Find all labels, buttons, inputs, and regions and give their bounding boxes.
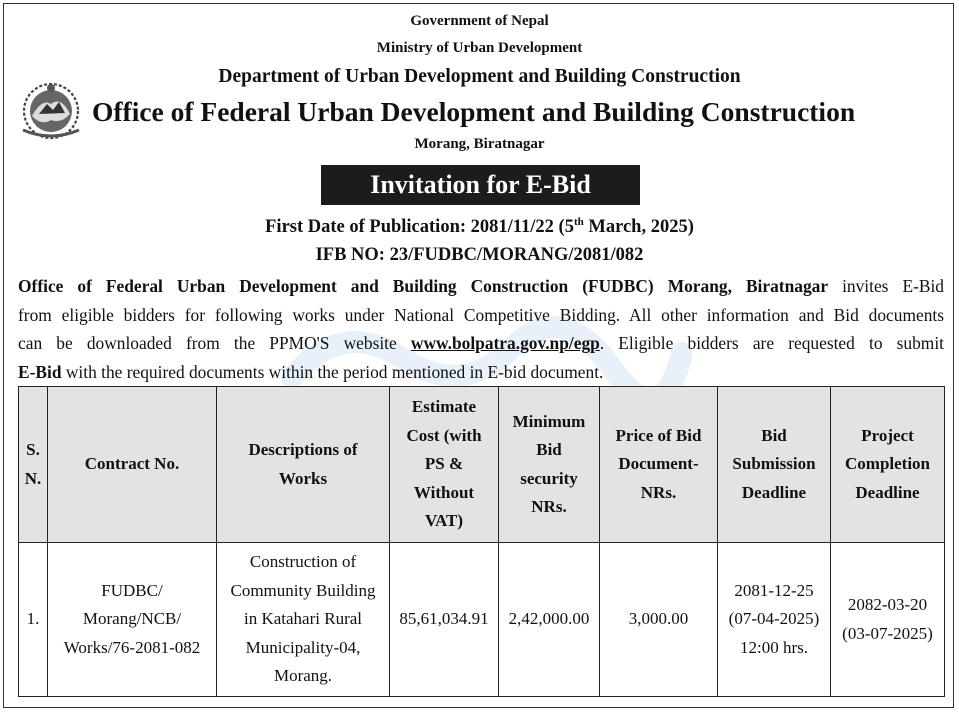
website-link[interactable]: www.bolpatra.gov.np/egp: [410, 333, 600, 353]
publication-date: First Date of Publication: 2081/11/22 (5th March, 2025): [265, 216, 694, 238]
cell-sn: 1.: [19, 543, 48, 697]
table-row: [19, 543, 945, 697]
department-line: Department of Urban Development and Building Construction: [218, 66, 741, 87]
header-submission-deadline: Bid Submission Deadline: [718, 387, 831, 543]
header-sn: S. N.: [19, 387, 48, 543]
cell-completion-deadline: 2082-03-20 (03-07-2025): [831, 543, 945, 697]
header-contract-no: Contract No.: [48, 387, 217, 543]
paragraph-line-4: E-Bid with the required documents within the period mentioned in E-bid document.: [18, 361, 604, 382]
invitation-paragraph: [18, 272, 944, 386]
ifb-number: IFB NO: 23/FUDBC/MORANG/2081/082: [315, 245, 644, 265]
header-bid-security: Minimum Bid security NRs.: [499, 387, 600, 543]
government-line: Government of Nepal: [410, 13, 549, 29]
paragraph-line-1: Office of Federal Urban Development and Building Construction (FUDBC) Morang, Biratnagar invites E-Bid: [18, 276, 944, 296]
cell-contract-no: FUDBC/ Morang/NCB/ Works/76-2081-082: [48, 543, 217, 697]
header-descriptions: Descriptions of Works: [217, 387, 390, 543]
header-estimate-cost: Estimate Cost (with PS & Without VAT): [390, 387, 499, 543]
table-header-row: [19, 387, 945, 543]
paragraph-line-3: can be downloaded from the PPMO'S website www.bolpatra.gov.np/egp. Eligible bidders are requested to submit: [18, 333, 944, 353]
bid-table: [18, 386, 945, 697]
invitation-banner: Invitation for E-Bid: [321, 165, 640, 205]
office-title: Office of Federal Urban Development and Building Construction: [92, 96, 856, 127]
location-line: Morang, Biratnagar: [414, 136, 545, 152]
cell-submission-deadline: 2081-12-25 (07-04-2025) 12:00 hrs.: [718, 543, 831, 697]
nepal-emblem-icon: [17, 80, 85, 140]
paragraph-line-2: from eligible bidders for following works under National Competitive Bidding. All other information and Bid documents: [18, 304, 944, 325]
cell-document-price: 3,000.00: [600, 543, 718, 697]
cell-estimate-cost: 85,61,034.91: [390, 543, 499, 697]
ministry-line: Ministry of Urban Development: [376, 40, 583, 56]
header-completion-deadline: Project Completion Deadline: [831, 387, 945, 543]
cell-descriptions: Construction of Community Building in Katahari Rural Municipality-04, Morang.: [217, 543, 390, 697]
cell-bid-security: 2,42,000.00: [499, 543, 600, 697]
header-document-price: Price of Bid Document- NRs.: [600, 387, 718, 543]
